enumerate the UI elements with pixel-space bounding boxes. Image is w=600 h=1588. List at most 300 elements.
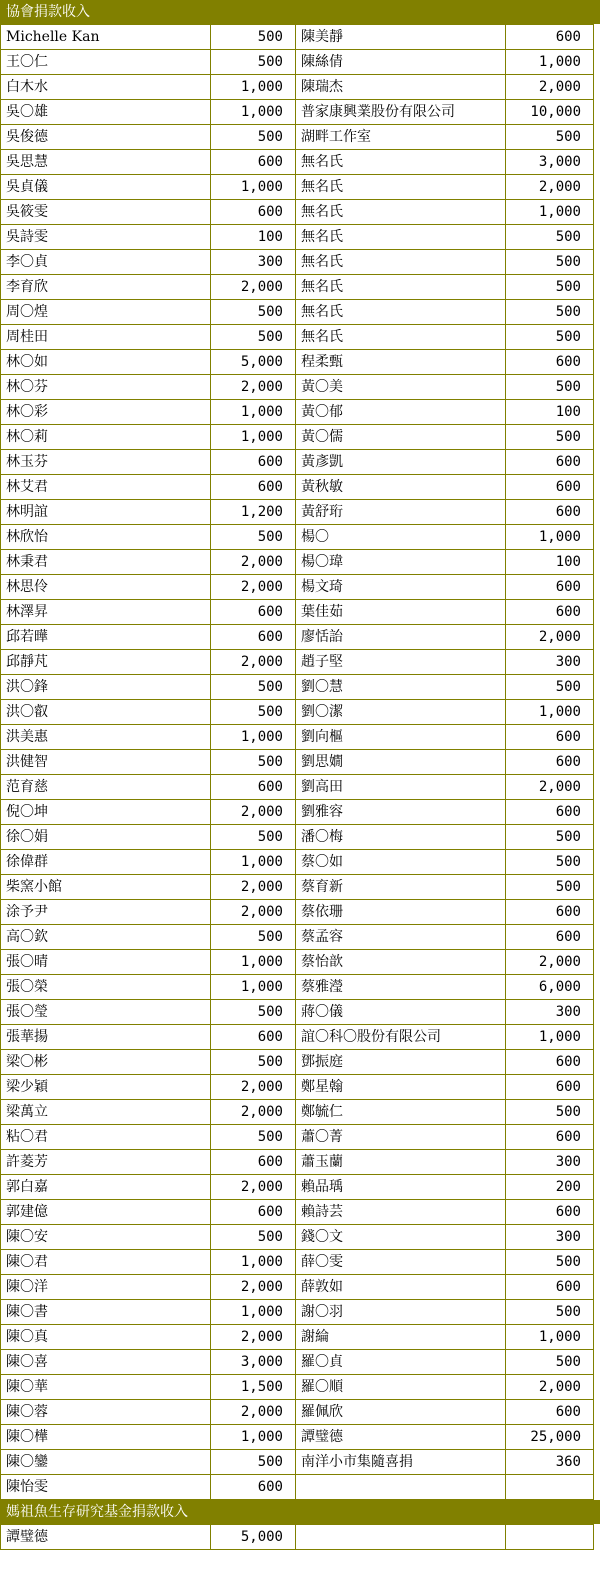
donor-name: 林〇莉: [1, 425, 211, 450]
donor-name: 鄧振庭: [296, 1050, 506, 1075]
table-row: [1, 1350, 594, 1375]
donor-name: 陳〇安: [1, 1225, 211, 1250]
donor-name: 徐〇娟: [1, 825, 211, 850]
donor-name: 陳〇喜: [1, 1350, 211, 1375]
table-row: [1, 950, 594, 975]
donation-amount: 500: [211, 700, 296, 725]
table-row: [1, 350, 594, 375]
donor-name: 譚璧德: [296, 1425, 506, 1450]
table-row: [1, 375, 594, 400]
donation-amount: 1,000: [211, 850, 296, 875]
table-row: [1, 75, 594, 100]
donor-name: 楊文琦: [296, 575, 506, 600]
donor-name: 蕭〇菁: [296, 1125, 506, 1150]
table-row: [1, 1150, 594, 1175]
donation-amount: [506, 1525, 594, 1550]
table-row: [1, 875, 594, 900]
table-row: [1, 50, 594, 75]
donation-amount: 2,000: [211, 1175, 296, 1200]
donor-name: 陳〇書: [1, 1300, 211, 1325]
donor-name: 陳〇樺: [1, 1425, 211, 1450]
donor-name: 誼〇科〇股份有限公司: [296, 1025, 506, 1050]
donor-name: 吳思慧: [1, 150, 211, 175]
donor-name: 陳〇洋: [1, 1275, 211, 1300]
table-row: [1, 175, 594, 200]
donation-amount: 500: [506, 425, 594, 450]
donation-amount: 300: [506, 1150, 594, 1175]
donor-name: 梁〇彬: [1, 1050, 211, 1075]
donation-amount: 1,000: [211, 725, 296, 750]
donor-name: 林思伶: [1, 575, 211, 600]
donor-name: 無名氏: [296, 250, 506, 275]
donor-name: 劉〇慧: [296, 675, 506, 700]
donor-name: 林艾君: [1, 475, 211, 500]
donor-name: 趙子堅: [296, 650, 506, 675]
table-row: [1, 425, 594, 450]
donor-name: 吳貞儀: [1, 175, 211, 200]
donor-name: 蔡〇如: [296, 850, 506, 875]
donor-name: 潘〇梅: [296, 825, 506, 850]
donor-name: 林〇彩: [1, 400, 211, 425]
donor-name: 柴窯小館: [1, 875, 211, 900]
donor-name: 蔡孟容: [296, 925, 506, 950]
donor-name: 劉雅容: [296, 800, 506, 825]
donation-amount: 1,000: [211, 1300, 296, 1325]
donation-amount: 500: [506, 850, 594, 875]
donor-name: 吳俊德: [1, 125, 211, 150]
donor-name: 郭建億: [1, 1200, 211, 1225]
donor-name: 譚璧德: [1, 1525, 211, 1550]
donor-name: 邱靜芃: [1, 650, 211, 675]
donation-amount: 600: [506, 1400, 594, 1425]
donor-name: 廖恬詒: [296, 625, 506, 650]
table-row: [1, 325, 594, 350]
donation-amount: 1,000: [211, 975, 296, 1000]
donation-amount: 3,000: [506, 150, 594, 175]
table-row: [1, 250, 594, 275]
donation-table: [0, 1524, 594, 1550]
table-row: [1, 1300, 594, 1325]
donor-name: 黃〇郁: [296, 400, 506, 425]
donor-name: 張華揚: [1, 1025, 211, 1050]
donor-name: [296, 1525, 506, 1550]
table-row: [1, 1175, 594, 1200]
donation-amount: 2,000: [211, 650, 296, 675]
table-row: [1, 1125, 594, 1150]
donation-amount: [506, 1475, 594, 1500]
donation-amount: 100: [211, 225, 296, 250]
table-row: [1, 675, 594, 700]
donor-name: 林秉君: [1, 550, 211, 575]
donor-name: 劉高田: [296, 775, 506, 800]
donation-amount: 1,200: [211, 500, 296, 525]
donation-amount: 1,000: [506, 50, 594, 75]
donation-amount: 300: [506, 650, 594, 675]
donor-name: 程柔甄: [296, 350, 506, 375]
table-row: [1, 450, 594, 475]
table-row: [1, 775, 594, 800]
table-row: [1, 25, 594, 50]
donor-name: 無名氏: [296, 225, 506, 250]
donation-amount: 1,000: [506, 525, 594, 550]
donor-name: 蕭玉蘭: [296, 1150, 506, 1175]
donation-amount: 2,000: [211, 875, 296, 900]
table-row: [1, 925, 594, 950]
donor-name: 吳筱雯: [1, 200, 211, 225]
donor-name: 陳〇真: [1, 1325, 211, 1350]
donation-amount: 500: [506, 1350, 594, 1375]
donation-amount: 360: [506, 1450, 594, 1475]
donor-name: 林欣怡: [1, 525, 211, 550]
donor-name: 鄭毓仁: [296, 1100, 506, 1125]
donation-amount: 2,000: [506, 75, 594, 100]
donor-name: 普家康興業股份有限公司: [296, 100, 506, 125]
donor-name: 薛敦如: [296, 1275, 506, 1300]
donor-name: 林玉芬: [1, 450, 211, 475]
donor-name: Michelle Kan: [1, 25, 211, 50]
donation-amount: 600: [506, 575, 594, 600]
table-row: [1, 200, 594, 225]
donation-amount: 2,000: [506, 950, 594, 975]
donation-amount: 500: [506, 1300, 594, 1325]
donation-amount: 500: [211, 1050, 296, 1075]
donation-amount: 500: [506, 1100, 594, 1125]
table-row: [1, 600, 594, 625]
donation-amount: 500: [506, 1250, 594, 1275]
donor-name: 劉向樞: [296, 725, 506, 750]
donor-name: 陳瑞杰: [296, 75, 506, 100]
donor-name: 梁少穎: [1, 1075, 211, 1100]
donor-name: 賴品瑀: [296, 1175, 506, 1200]
donation-amount: 600: [506, 350, 594, 375]
table-row: [1, 850, 594, 875]
donation-amount: 5,000: [211, 1525, 296, 1550]
table-row: [1, 1000, 594, 1025]
donor-name: 徐偉群: [1, 850, 211, 875]
table-row: [1, 150, 594, 175]
donor-name: 周〇煌: [1, 300, 211, 325]
donation-amount: 500: [211, 300, 296, 325]
donation-amount: 500: [211, 750, 296, 775]
donor-name: 蔣〇儀: [296, 1000, 506, 1025]
donor-name: 無名氏: [296, 200, 506, 225]
donor-name: 高〇欽: [1, 925, 211, 950]
donation-amount: 25,000: [506, 1425, 594, 1450]
donation-amount: 500: [211, 1000, 296, 1025]
donor-name: 涂予尹: [1, 900, 211, 925]
table-row: [1, 725, 594, 750]
donation-amount: 600: [506, 750, 594, 775]
donation-amount: 1,000: [506, 1325, 594, 1350]
donor-name: 陳〇鑾: [1, 1450, 211, 1475]
donation-amount: 600: [211, 1150, 296, 1175]
donation-amount: 500: [506, 125, 594, 150]
donation-amount: 2,000: [506, 775, 594, 800]
table-row: [1, 1525, 594, 1550]
donation-amount: 1,000: [211, 425, 296, 450]
donation-amount: 3,000: [211, 1350, 296, 1375]
table-row: [1, 525, 594, 550]
table-row: [1, 625, 594, 650]
donation-amount: 2,000: [506, 175, 594, 200]
donor-name: 吳〇雄: [1, 100, 211, 125]
donation-amount: 1,000: [211, 1425, 296, 1450]
table-row: [1, 800, 594, 825]
donation-amount: 1,000: [211, 175, 296, 200]
donation-amount: 600: [506, 800, 594, 825]
donation-amount: 500: [211, 675, 296, 700]
donation-amount: 600: [506, 900, 594, 925]
donation-amount: 600: [506, 925, 594, 950]
donation-amount: 1,000: [211, 75, 296, 100]
table-row: [1, 700, 594, 725]
donation-amount: 500: [506, 325, 594, 350]
donor-name: 許菱芳: [1, 1150, 211, 1175]
donor-name: 粘〇君: [1, 1125, 211, 1150]
donation-amount: 500: [211, 1450, 296, 1475]
donor-name: 黃彥凱: [296, 450, 506, 475]
donor-name: 黃〇美: [296, 375, 506, 400]
table-row: [1, 1250, 594, 1275]
table-row: [1, 1100, 594, 1125]
table-row: [1, 1075, 594, 1100]
donor-name: 陳〇君: [1, 1250, 211, 1275]
donor-name: 洪健智: [1, 750, 211, 775]
donation-amount: 1,000: [506, 200, 594, 225]
donor-name: 李育欣: [1, 275, 211, 300]
donor-name: 羅〇貞: [296, 1350, 506, 1375]
donor-name: 陳絲倩: [296, 50, 506, 75]
donor-name: 錢〇文: [296, 1225, 506, 1250]
table-row: [1, 125, 594, 150]
table-row: [1, 100, 594, 125]
donation-amount: 500: [506, 875, 594, 900]
donation-amount: 500: [211, 325, 296, 350]
donor-name: 張〇瑩: [1, 1000, 211, 1025]
donor-name: 無名氏: [296, 300, 506, 325]
donation-amount: 500: [506, 375, 594, 400]
donor-name: 張〇榮: [1, 975, 211, 1000]
donation-amount: 2,000: [211, 550, 296, 575]
donation-amount: 1,000: [211, 950, 296, 975]
donation-amount: 600: [506, 1275, 594, 1300]
table-row: [1, 475, 594, 500]
donation-amount: 500: [211, 525, 296, 550]
donation-amount: 300: [506, 1000, 594, 1025]
donor-name: 鄭星翰: [296, 1075, 506, 1100]
donation-amount: 600: [211, 450, 296, 475]
donor-name: 蔡依珊: [296, 900, 506, 925]
table-row: [1, 975, 594, 1000]
donation-amount: 600: [211, 775, 296, 800]
table-row: [1, 750, 594, 775]
donor-name: 李〇貞: [1, 250, 211, 275]
donation-amount: 2,000: [211, 375, 296, 400]
donation-amount: 100: [506, 400, 594, 425]
donor-name: 劉〇潔: [296, 700, 506, 725]
table-row: [1, 1275, 594, 1300]
donor-name: 陳〇蓉: [1, 1400, 211, 1425]
donation-amount: 600: [506, 600, 594, 625]
donor-name: 薛〇雯: [296, 1250, 506, 1275]
table-row: [1, 1450, 594, 1475]
table-row: [1, 575, 594, 600]
donation-amount: 2,000: [211, 1400, 296, 1425]
donation-amount: 600: [211, 1200, 296, 1225]
donation-amount: 600: [211, 600, 296, 625]
donor-name: 林澤昇: [1, 600, 211, 625]
table-row: [1, 1225, 594, 1250]
donation-amount: 600: [506, 1075, 594, 1100]
donation-amount: 2,000: [211, 575, 296, 600]
donation-amount: 600: [211, 625, 296, 650]
section-title: 協會捐款收入: [0, 0, 600, 24]
donor-name: 無名氏: [296, 275, 506, 300]
donation-amount: 2,000: [211, 800, 296, 825]
table-row: [1, 1025, 594, 1050]
donor-name: 楊〇: [296, 525, 506, 550]
donation-amount: 1,000: [211, 1250, 296, 1275]
donor-name: 無名氏: [296, 175, 506, 200]
table-row: [1, 900, 594, 925]
table-row: [1, 650, 594, 675]
table-row: [1, 400, 594, 425]
donation-amount: 2,000: [211, 900, 296, 925]
donation-amount: 2,000: [211, 1325, 296, 1350]
donation-amount: 500: [506, 250, 594, 275]
donation-amount: 500: [211, 1125, 296, 1150]
donor-name: 邱若曄: [1, 625, 211, 650]
donor-name: 謝〇羽: [296, 1300, 506, 1325]
table-row: [1, 1475, 594, 1500]
donor-name: 劉思嫺: [296, 750, 506, 775]
table-row: [1, 550, 594, 575]
donation-amount: 500: [211, 1225, 296, 1250]
donor-name: 林〇如: [1, 350, 211, 375]
donation-amount: 500: [211, 825, 296, 850]
donor-name: 賴詩芸: [296, 1200, 506, 1225]
donation-amount: 600: [506, 725, 594, 750]
donor-name: 張〇晴: [1, 950, 211, 975]
donation-amount: 2,000: [211, 1100, 296, 1125]
donor-name: 梁萬立: [1, 1100, 211, 1125]
donation-amount: 5,000: [211, 350, 296, 375]
table-row: [1, 275, 594, 300]
table-row: [1, 300, 594, 325]
table-row: [1, 1400, 594, 1425]
donor-name: 王〇仁: [1, 50, 211, 75]
donation-amount: 600: [506, 1050, 594, 1075]
donation-amount: 500: [506, 675, 594, 700]
donor-name: 洪〇鋒: [1, 675, 211, 700]
donor-name: 陳美靜: [296, 25, 506, 50]
donation-amount: 500: [506, 225, 594, 250]
donation-amount: 600: [506, 450, 594, 475]
donor-name: 黃〇儒: [296, 425, 506, 450]
donor-name: 湖畔工作室: [296, 125, 506, 150]
donation-amount: 10,000: [506, 100, 594, 125]
donation-amount: 500: [506, 825, 594, 850]
donation-amount: 6,000: [506, 975, 594, 1000]
donor-name: [296, 1475, 506, 1500]
donor-name: 吳詩雯: [1, 225, 211, 250]
donation-amount: 1,000: [506, 1025, 594, 1050]
table-row: [1, 500, 594, 525]
donor-name: 無名氏: [296, 325, 506, 350]
donation-amount: 1,000: [211, 400, 296, 425]
donor-name: 葉佳茹: [296, 600, 506, 625]
donor-name: 無名氏: [296, 150, 506, 175]
donation-amount: 300: [211, 250, 296, 275]
donor-name: 蔡育新: [296, 875, 506, 900]
donor-name: 謝綸: [296, 1325, 506, 1350]
donor-name: 白木水: [1, 75, 211, 100]
table-row: [1, 825, 594, 850]
donation-amount: 500: [506, 275, 594, 300]
donation-amount: 100: [506, 550, 594, 575]
table-row: [1, 1200, 594, 1225]
donation-amount: 600: [211, 475, 296, 500]
donation-amount: 500: [506, 300, 594, 325]
donor-name: 南洋小市集隨喜捐: [296, 1450, 506, 1475]
donation-amount: 2,000: [211, 275, 296, 300]
table-row: [1, 1325, 594, 1350]
donation-amount: 1,000: [211, 100, 296, 125]
donor-name: 洪美惠: [1, 725, 211, 750]
donation-amount: 600: [506, 1200, 594, 1225]
donation-amount: 1,000: [506, 700, 594, 725]
donor-name: 陳〇華: [1, 1375, 211, 1400]
donor-name: 倪〇坤: [1, 800, 211, 825]
donor-name: 羅〇順: [296, 1375, 506, 1400]
donation-amount: 500: [211, 125, 296, 150]
donation-amount: 600: [211, 1025, 296, 1050]
donor-name: 羅佩欣: [296, 1400, 506, 1425]
donation-amount: 600: [506, 475, 594, 500]
section-title: 媽祖魚生存研究基金捐款收入: [0, 1500, 600, 1524]
donation-amount: 500: [211, 50, 296, 75]
table-row: [1, 1050, 594, 1075]
donor-name: 陳怡雯: [1, 1475, 211, 1500]
donation-amount: 2,000: [506, 625, 594, 650]
donor-name: 黃舒珩: [296, 500, 506, 525]
donation-amount: 200: [506, 1175, 594, 1200]
donation-table: [0, 24, 594, 1500]
donation-amount: 600: [211, 1475, 296, 1500]
table-row: [1, 1425, 594, 1450]
donor-name: 范育慈: [1, 775, 211, 800]
donor-name: 蔡雅瀅: [296, 975, 506, 1000]
table-row: [1, 1375, 594, 1400]
donation-amount: 600: [211, 150, 296, 175]
donor-name: 林〇芬: [1, 375, 211, 400]
donor-name: 周桂田: [1, 325, 211, 350]
donation-amount: 2,000: [211, 1075, 296, 1100]
donation-amount: 600: [506, 1125, 594, 1150]
donor-name: 楊〇瑋: [296, 550, 506, 575]
donation-amount: 600: [211, 200, 296, 225]
donation-amount: 1,500: [211, 1375, 296, 1400]
donation-amount: 300: [506, 1225, 594, 1250]
donor-name: 洪〇叡: [1, 700, 211, 725]
donation-amount: 2,000: [506, 1375, 594, 1400]
donor-name: 郭白嘉: [1, 1175, 211, 1200]
donation-amount: 600: [506, 500, 594, 525]
donor-name: 蔡怡歆: [296, 950, 506, 975]
donation-amount: 500: [211, 925, 296, 950]
donation-amount: 2,000: [211, 1275, 296, 1300]
donation-amount: 600: [506, 25, 594, 50]
